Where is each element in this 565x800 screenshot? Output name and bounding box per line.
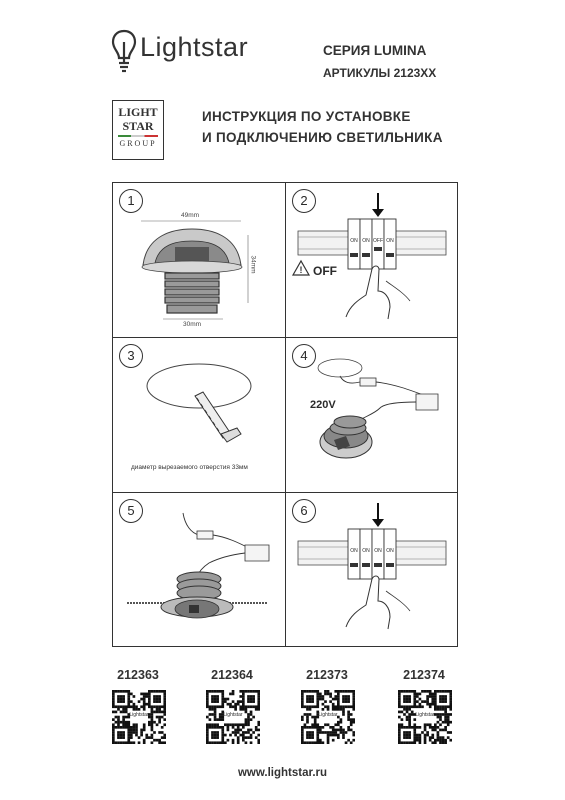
wiring-connection-diagram	[286, 338, 458, 492]
qr-brand-label: Lightstar	[415, 712, 435, 718]
qr-code-3[interactable]	[301, 690, 355, 744]
step-2-warning-label: OFF	[313, 264, 337, 278]
step-3-caption: диаметр вырезаемого отверстия 33мм	[131, 464, 248, 471]
instruction-title-line1: ИНСТРУКЦИЯ ПО УСТАНОВКЕ	[202, 109, 411, 124]
step-6-panel	[286, 493, 459, 648]
qr-brand-label: Lightstar	[318, 712, 338, 718]
step-1-panel	[113, 183, 286, 338]
breaker-label-1: ON	[350, 238, 358, 244]
step-1-number: 1	[119, 189, 143, 213]
breaker-label-2: ON	[362, 548, 370, 554]
flag-stripe	[118, 135, 158, 137]
breaker-panel-on-diagram	[286, 493, 458, 647]
product-code-4: 212374	[403, 668, 445, 682]
qr-brand-label: Lightstar	[129, 712, 149, 718]
mounting-diagram	[113, 493, 285, 647]
step-1-dim-height: 34mm	[249, 255, 257, 274]
article-numbers: АРТИКУЛЫ 2123XX	[323, 66, 437, 80]
step-3-number: 3	[119, 344, 143, 368]
luminaire-dimensions-diagram	[113, 183, 285, 337]
breaker-label-4: ON	[386, 548, 394, 554]
instruction-steps-grid	[112, 182, 458, 647]
website-link[interactable]: www.lightstar.ru	[237, 767, 328, 779]
group-logo-line2: STAR	[122, 119, 154, 133]
step-4-voltage: 220V	[310, 399, 336, 411]
qr-code-1[interactable]	[112, 690, 166, 744]
product-code-3: 212373	[306, 668, 348, 682]
step-6-number: 6	[292, 499, 316, 523]
step-3-panel	[113, 338, 286, 493]
breaker-label-3: OFF	[373, 238, 383, 244]
step-5-panel	[113, 493, 286, 648]
product-code-2: 212364	[211, 668, 253, 682]
lightstar-group-logo	[112, 100, 164, 160]
breaker-label-2: ON	[362, 238, 370, 244]
step-1-dim-width: 49mm	[181, 212, 200, 219]
step-1-dim-bottom: 30mm	[183, 321, 202, 328]
breaker-label-3: ON	[374, 548, 382, 554]
qr-code-4[interactable]	[398, 690, 452, 744]
breaker-label-1: ON	[350, 548, 358, 554]
lightbulb-logo-icon	[110, 28, 138, 76]
step-4-number: 4	[292, 344, 316, 368]
product-code-1: 212363	[117, 668, 159, 682]
step-2-number: 2	[292, 189, 316, 213]
qr-code-2[interactable]	[206, 690, 260, 744]
step-5-number: 5	[119, 499, 143, 523]
breaker-panel-off-diagram	[286, 183, 458, 337]
instruction-title-line2: И ПОДКЛЮЧЕНИЮ СВЕТИЛЬНИКА	[202, 130, 443, 145]
svg-text:!: !	[299, 265, 303, 275]
group-logo-line1: LIGHT	[118, 105, 158, 119]
step-4-panel	[286, 338, 459, 493]
qr-brand-label: Lightstar	[223, 712, 243, 718]
breaker-label-4: ON	[386, 238, 394, 244]
series-title: СЕРИЯ LUMINA	[323, 43, 427, 58]
brand-name: Lightstar	[140, 32, 249, 62]
step-2-panel	[286, 183, 459, 338]
group-logo-line3: GROUP	[119, 139, 157, 148]
